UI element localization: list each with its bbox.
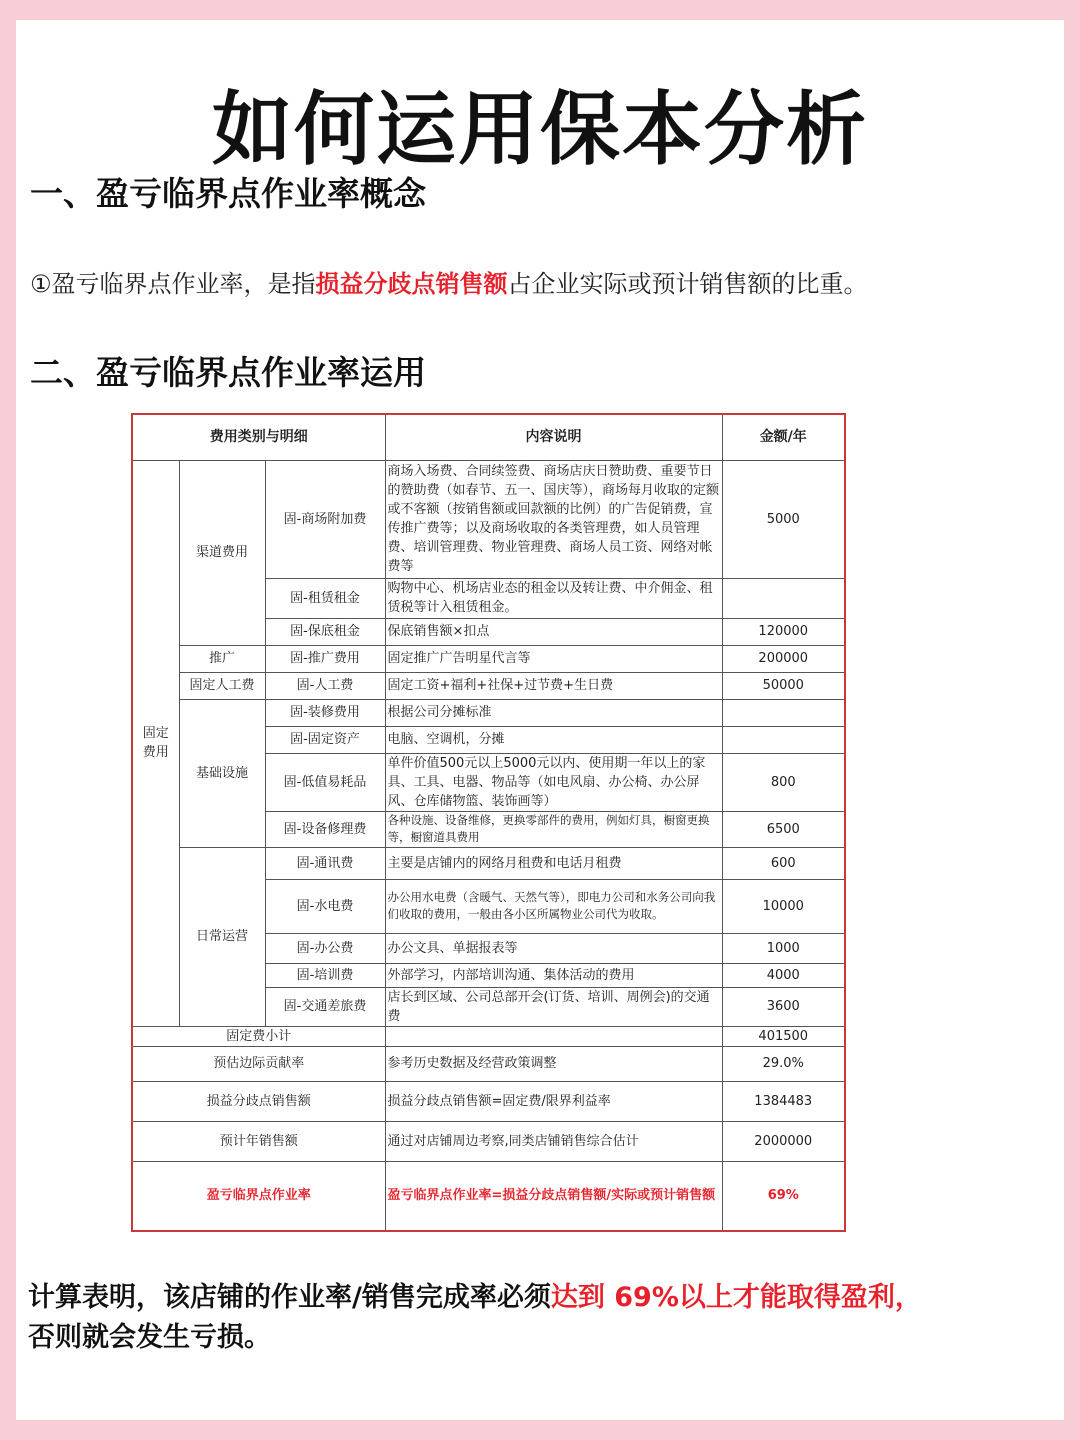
final-desc: 盈亏临界点作业率=损益分歧点销售额/实际或预计销售额 xyxy=(385,1161,722,1231)
amount-cell: 50000 xyxy=(722,672,845,699)
conclusion-prefix: 计算表明，该店铺的作业率/销售完成率必须 xyxy=(28,1282,551,1313)
group-fixed-cost: 固定 费用 xyxy=(132,460,179,1026)
amount-cell xyxy=(722,578,845,618)
header-amount: 金额/年 xyxy=(722,414,845,460)
desc-cell: 单件价值500元以上5000元以内、使用期一年以上的家具、工具、电器、物品等（如电风扇、办公椅、办公屏风、仓库储物篮、装饰画等） xyxy=(385,753,722,811)
item-cell: 固-商场附加费 xyxy=(265,460,385,578)
amount-cell: 200000 xyxy=(722,645,845,672)
summary-row xyxy=(132,1081,845,1121)
header-category: 费用类别与明细 xyxy=(132,414,385,460)
amount-cell: 6500 xyxy=(722,811,845,847)
desc-cell: 固定工资+福利+社保+过节费+生日费 xyxy=(385,672,722,699)
desc-cell: 保底销售额×扣点 xyxy=(385,618,722,645)
item-cell: 固-培训费 xyxy=(265,963,385,987)
section1-heading: 一、盈亏临界点作业率概念 xyxy=(30,174,426,213)
item-cell: 固-租赁租金 xyxy=(265,578,385,618)
desc-cell: 购物中心、机场店业态的租金以及转让费、中介佣金、租赁税等计入租赁租金。 xyxy=(385,578,722,618)
para-highlight: 损益分歧点销售额 xyxy=(315,270,508,298)
amount-cell: 800 xyxy=(722,753,845,811)
category-daily: 日常运营 xyxy=(179,847,265,1026)
summary-desc: 通过对店铺周边考察,同类店铺销售综合估计 xyxy=(385,1121,722,1161)
table-row xyxy=(132,672,845,699)
header-description: 内容说明 xyxy=(385,414,722,460)
content-card xyxy=(16,20,1064,1420)
summary-amount: 1384483 xyxy=(722,1081,845,1121)
summary-desc: 损益分歧点销售额=固定费/限界利益率 xyxy=(385,1081,722,1121)
category-promo: 推广 xyxy=(179,645,265,672)
subtotal-label: 固定费小计 xyxy=(132,1026,385,1046)
item-cell: 固-低值易耗品 xyxy=(265,753,385,811)
para-prefix: ①盈亏临界点作业率，是指 xyxy=(30,270,316,298)
item-cell: 固-推广费用 xyxy=(265,645,385,672)
concept-paragraph xyxy=(30,264,868,299)
amount-cell: 3600 xyxy=(722,987,845,1026)
amount-cell: 5000 xyxy=(722,460,845,578)
table-row xyxy=(132,847,845,879)
item-cell: 固-人工费 xyxy=(265,672,385,699)
cost-table xyxy=(131,413,846,1232)
table-row xyxy=(132,645,845,672)
final-amount: 69% xyxy=(722,1161,845,1231)
desc-cell: 店长到区域、公司总部开会(订货、培训、周例会)的交通费 xyxy=(385,987,722,1026)
amount-cell: 120000 xyxy=(722,618,845,645)
desc-cell: 外部学习，内部培训沟通、集体活动的费用 xyxy=(385,963,722,987)
category-channel: 渠道费用 xyxy=(179,460,265,645)
conclusion-suffix: 否则就会发生亏损。 xyxy=(28,1322,271,1353)
conclusion-text xyxy=(28,1278,1048,1358)
desc-cell: 固定推广广告明星代言等 xyxy=(385,645,722,672)
conclusion-highlight: 达到 69%以上才能取得盈利， xyxy=(550,1282,922,1313)
item-cell: 固-装修费用 xyxy=(265,699,385,726)
desc-cell: 办公用水电费（含暖气、天然气等），即电力公司和水务公司向我们收取的费用，一般由各小区所属物业公司代为收取。 xyxy=(385,879,722,933)
para-suffix: 占企业实际或预计销售额的比重。 xyxy=(507,270,868,298)
subtotal-desc xyxy=(385,1026,722,1046)
section2-heading: 二、盈亏临界点作业率运用 xyxy=(30,353,426,392)
summary-label: 预估边际贡献率 xyxy=(132,1046,385,1081)
summary-amount: 2000000 xyxy=(722,1121,845,1161)
item-cell: 固-设备修理费 xyxy=(265,811,385,847)
table-row xyxy=(132,460,845,578)
amount-cell xyxy=(722,726,845,753)
amount-cell: 600 xyxy=(722,847,845,879)
item-cell: 固-通讯费 xyxy=(265,847,385,879)
desc-cell: 各种设施、设备维修，更换零部件的费用，例如灯具，橱窗更换等，橱窗道具费用 xyxy=(385,811,722,847)
item-cell: 固-交通差旅费 xyxy=(265,987,385,1026)
category-infra: 基础设施 xyxy=(179,699,265,847)
table-header-row xyxy=(132,414,845,460)
final-label: 盈亏临界点作业率 xyxy=(132,1161,385,1231)
category-labor: 固定人工费 xyxy=(179,672,265,699)
desc-cell: 商场入场费、合同续签费、商场店庆日赞助费、重要节日的赞助费（如春节、五一、国庆等），商场每月收取的定额或不客额（按销售额或回款额的比例）的广告促销费，宣传推广费等；以及商场收取的各类管理费，如人员管理费、培训管理费、物业管理费、商场人员工资、网络对帐费等 xyxy=(385,460,722,578)
page-title: 如何运用保本分析 xyxy=(212,83,868,176)
table-row xyxy=(132,699,845,726)
desc-cell: 主要是店铺内的网络月租费和电话月租费 xyxy=(385,847,722,879)
subtotal-amount: 401500 xyxy=(722,1026,845,1046)
summary-label: 预计年销售额 xyxy=(132,1121,385,1161)
subtotal-row xyxy=(132,1026,845,1046)
summary-amount: 29.0% xyxy=(722,1046,845,1081)
amount-cell: 10000 xyxy=(722,879,845,933)
summary-row xyxy=(132,1121,845,1161)
amount-cell: 4000 xyxy=(722,963,845,987)
summary-desc: 参考历史数据及经营政策调整 xyxy=(385,1046,722,1081)
desc-cell: 办公文具、单据报表等 xyxy=(385,933,722,963)
desc-cell: 电脑、空调机，分摊 xyxy=(385,726,722,753)
amount-cell: 1000 xyxy=(722,933,845,963)
summary-row xyxy=(132,1046,845,1081)
item-cell: 固-水电费 xyxy=(265,879,385,933)
item-cell: 固-固定资产 xyxy=(265,726,385,753)
final-row xyxy=(132,1161,845,1231)
amount-cell xyxy=(722,699,845,726)
desc-cell: 根据公司分摊标准 xyxy=(385,699,722,726)
item-cell: 固-办公费 xyxy=(265,933,385,963)
summary-label: 损益分歧点销售额 xyxy=(132,1081,385,1121)
item-cell: 固-保底租金 xyxy=(265,618,385,645)
